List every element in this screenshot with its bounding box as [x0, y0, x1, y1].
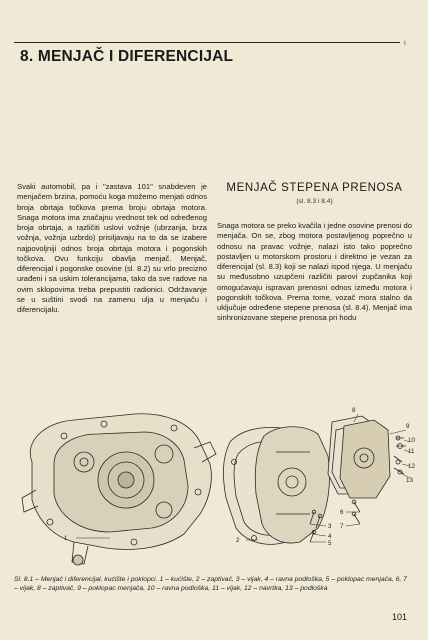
- exploded-gearbox-figure: [14, 402, 414, 570]
- corner-mark: ı: [403, 38, 406, 47]
- page-number: 101: [392, 612, 408, 622]
- section-paragraph: Snaga motora se preko kvačila i jedne osovine prenosi do menjača. On se, zbog motora postavljenog poprečno u odnosu na pravac vožnje, nalazi isto tako poprečno postavljen u motorskom prostoru i direktno je vezan za diferencijal (sl. 8.3) koji se nalazi ispod njega. U menjaču su međusobno uzupčeni različiti parovi zupčanika koji omogućavaju ispravan prenosni odnos između motora i pogonskih točkova. Prema tome, vozač mora stalno da uključuje određene stepene prenosa (sl. 8.4). Menjač ima sinhronizovane stepene prenosa pri hodu: [217, 221, 412, 323]
- callout-5: 5: [328, 540, 332, 547]
- rear-cover-drawing: [328, 416, 390, 498]
- section-subtitle: (sl. 8.3 i 8.4): [296, 198, 333, 205]
- cover-drawing: [255, 427, 329, 543]
- callout-11: 11: [408, 448, 415, 455]
- figure-caption: Sl. 8.1 – Menjač i diferencijal, kućište i poklopci. 1 – kućište, 2 – zaptivač, 3 – vijak, 4 – ravna podloška, 5 – poklopac menjača, 6, 7 – vijak, 8 – zaptivač, 9 – poklopac menjača, 10 – ravna podloška, 11 – vijak, 12 – navrtka, 13 – podloška: [14, 576, 407, 592]
- callout-12: 12: [408, 463, 415, 470]
- callout-7: 7: [340, 523, 344, 530]
- intro-paragraph: Svaki automobil, pa i "zastava 101" snabdeven je menjačem brzina, pomoću koga možemo menjati odnos broja obrtaja točkova prema broju obrtaja motora. Snaga motora ima značajnu vrednost tek od određenog broja obrtaja, a različiti uslovi vožnje (ubrzanja, brza vožnja, vožnja uzbrdo) prisiljavaju na to da se izabere najpovoljniji odnos broja obrtaja motora i pogonskih točkova. Ovu funkciju obavlja menjač. Menjač, diferencijal i pogonske osovine (sl. 8.2) su vrlo precizno urađeni i sa uskim tolerancijama, tako da sve radove na ovim sklopovima treba prepustiti radionici. Održavanje se u suštini svodi na zamenu ulja u menjaču i diferencijalu.: [17, 182, 207, 314]
- callout-8: 8: [352, 407, 356, 414]
- callout-3: 3: [328, 523, 332, 530]
- callout-10: 10: [408, 437, 415, 444]
- callout-9: 9: [406, 423, 410, 430]
- chapter-title: 8. MENJAČ I DIFERENCIJAL: [20, 48, 234, 65]
- housing-drawing: [22, 414, 216, 565]
- top-rule: [14, 42, 400, 43]
- callout-4: 4: [328, 533, 332, 540]
- section-title: MENJAČ STEPENA PRENOSA: [226, 182, 403, 194]
- callout-6: 6: [340, 509, 344, 516]
- callout-2: 2: [236, 537, 240, 544]
- callout-13: 13: [406, 477, 413, 484]
- callout-1: 1: [64, 535, 68, 542]
